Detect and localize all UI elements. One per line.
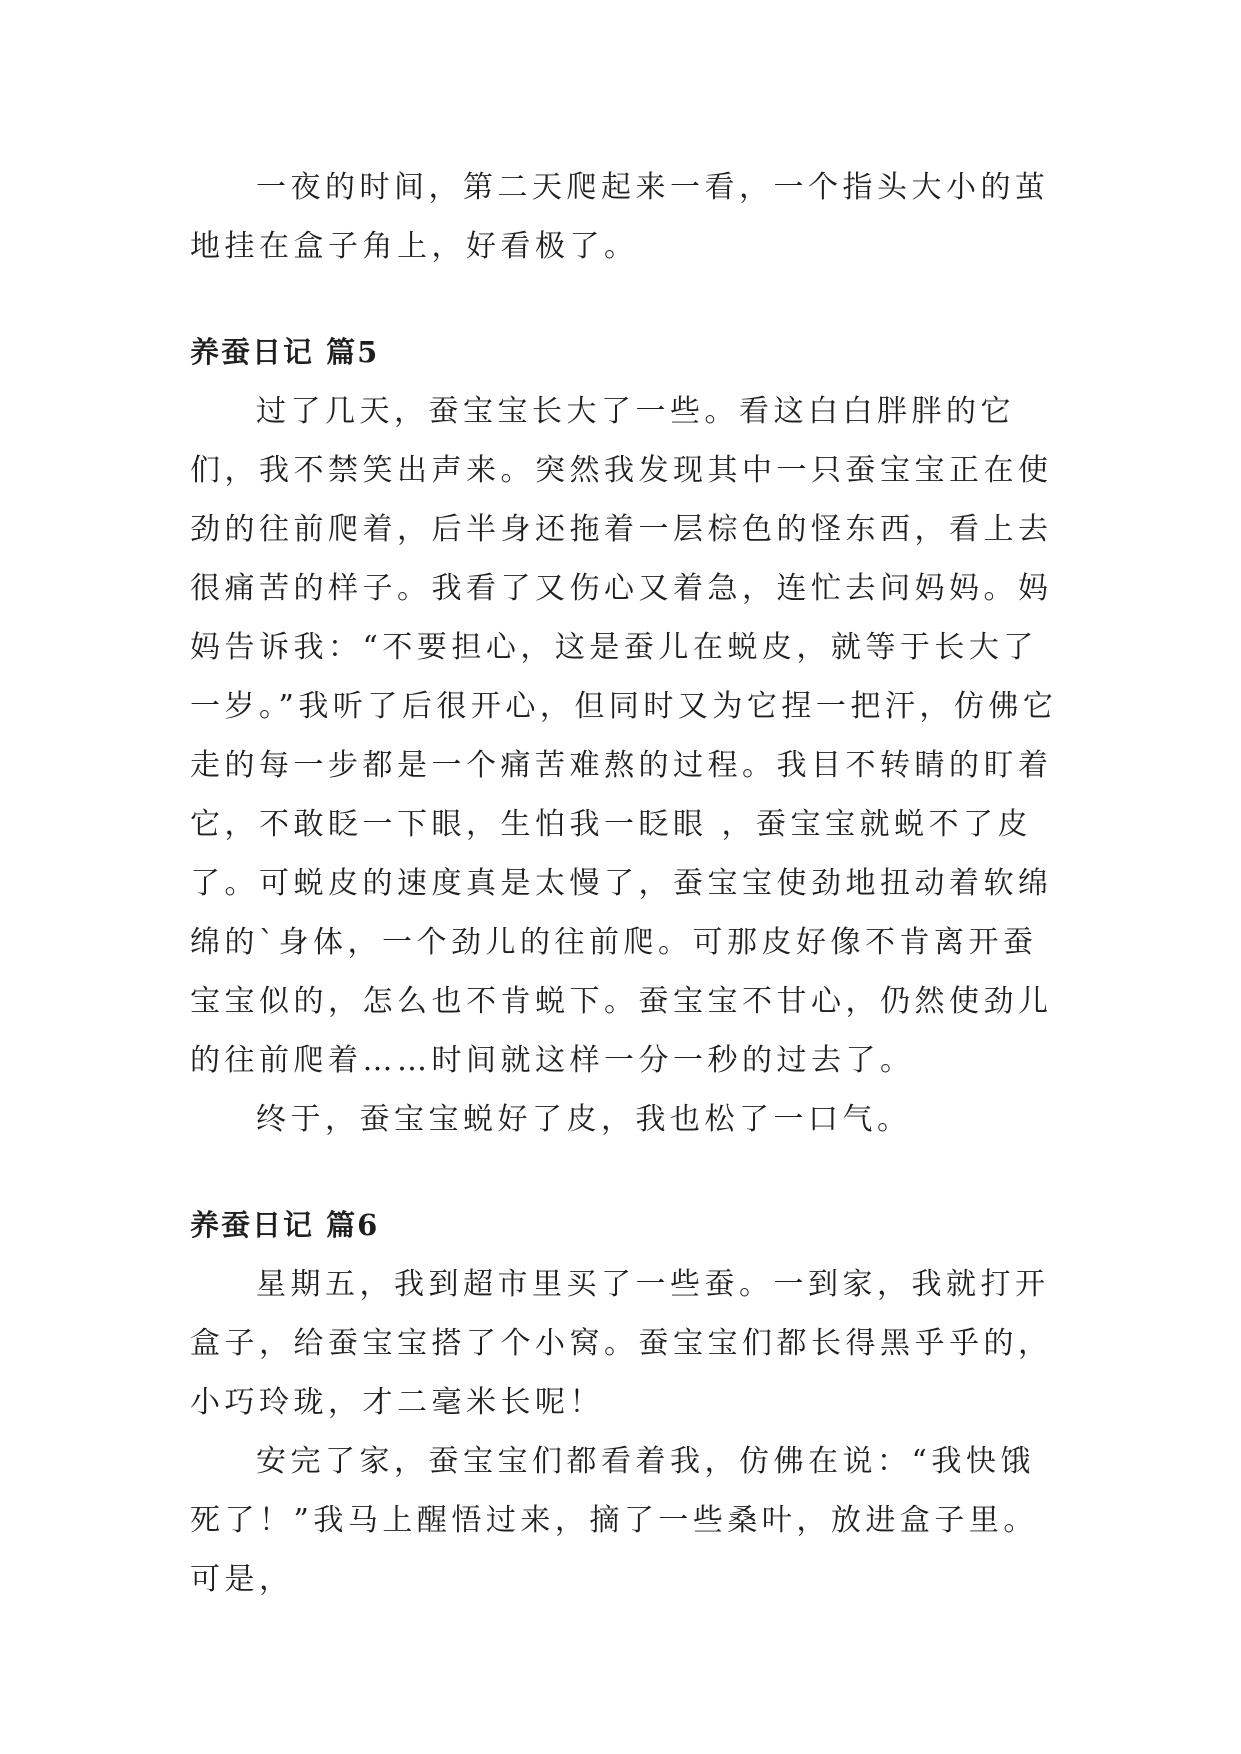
- paragraph-cocoon: 一夜的时间，第二天爬起来一看，一个指头大小的茧地挂在盒子角上，好看极了。: [190, 170, 1050, 264]
- paragraph-relief: 终于，蚕宝宝蜕好了皮，我也松了一口气。: [256, 1102, 912, 1137]
- section-heading-5: 养蚕日记 篇5: [190, 335, 380, 369]
- section-heading-6: 养蚕日记 篇6: [190, 1208, 380, 1242]
- paragraph-molting: 过了几天，蚕宝宝长大了一些。看这白白胖胖的它们，我不禁笑出声来。突然我发现其中一只蚕宝宝正在使劲的往前爬着，后半身还拖着一层棕色的怪东西，看上去很痛苦的样子。我看了又伤心又着急，连忙去问妈妈。妈妈告诉我：“不要担心，这是蚕儿在蜕皮，就等于长大了一岁。”我听了后很开心，但同时又为它捏一把汗，仿佛它走的每一步都是一个痛苦难熬的过程。我目不转睛的盯着它，不敢眨一下眼，生怕我一眨眼 ，蚕宝宝就蜕不了皮了。可蜕皮的速度真是太慢了，蚕宝宝使劲地扭动着软绵绵的`身体，一个劲儿的往前爬。可那皮好像不肯离开蚕宝宝似的，怎么也不肯蜕下。蚕宝宝不甘心，仍然使劲儿的往前爬着……时间就这样一分一秒的过去了。: [190, 394, 1058, 1078]
- paragraph-bought-silkworms: 星期五，我到超市里买了一些蚕。一到家，我就打开盒子，给蚕宝宝搭了个小窝。蚕宝宝们都长得黑乎乎的，小巧玲珑，才二毫米长呢！: [190, 1267, 1053, 1420]
- paragraph-feeding: 安完了家，蚕宝宝们都看着我，仿佛在说：“我快饿死了！”我马上醒悟过来，摘了一些桑叶，放进盒子里。可是，: [190, 1444, 1038, 1597]
- document-body: [190, 158, 1060, 1609]
